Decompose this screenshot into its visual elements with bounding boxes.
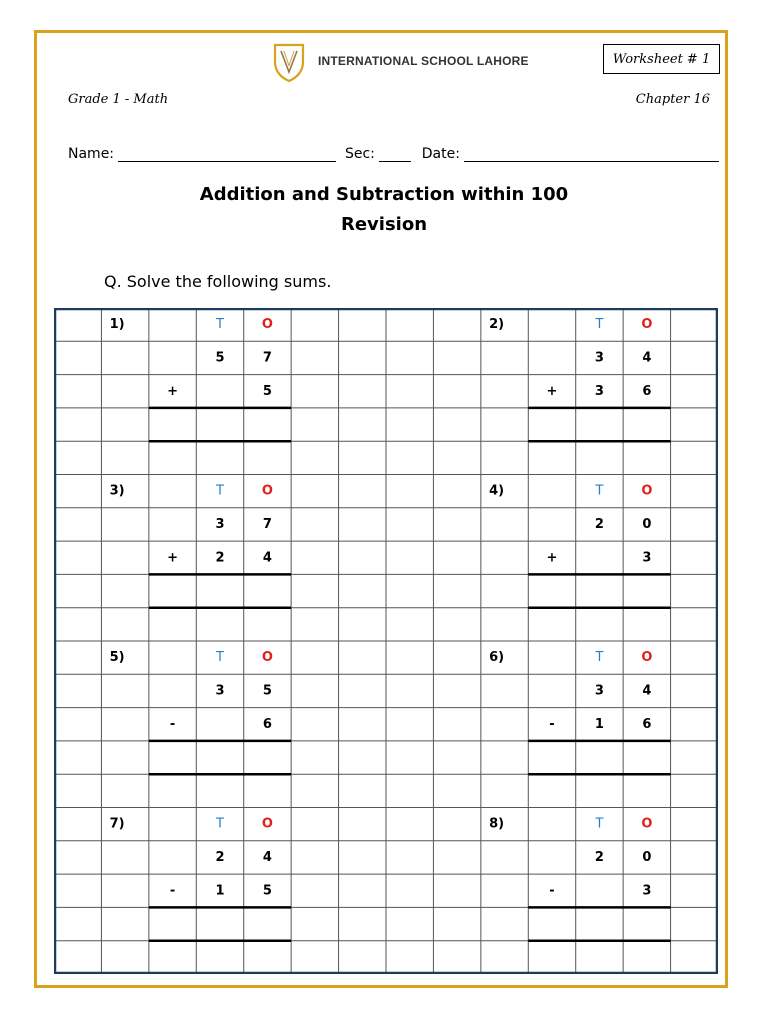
- tens-column-header: T: [595, 816, 604, 832]
- problem-number: 8): [489, 816, 505, 832]
- addend-ones-digit: 4: [642, 683, 652, 699]
- ones-column-header: O: [261, 816, 273, 832]
- tens-column-header: T: [595, 650, 604, 666]
- school-name: INTERNATIONAL SCHOOL LAHORE: [318, 54, 529, 68]
- problem-number: 1): [109, 317, 125, 333]
- answer-cell[interactable]: [197, 743, 242, 772]
- addend-tens-digit: 5: [215, 350, 225, 366]
- worksheet-subtitle: Revision: [340, 214, 428, 235]
- second-number-tens-digit: 1: [215, 883, 225, 899]
- operator-sign: +: [167, 550, 179, 566]
- answer-cell[interactable]: [245, 909, 290, 938]
- answer-cell[interactable]: [529, 909, 574, 938]
- answer-cell[interactable]: [150, 576, 195, 605]
- tens-column-header: T: [216, 317, 224, 333]
- addend-tens-digit: 3: [215, 683, 225, 699]
- addend-ones-digit: 7: [262, 350, 272, 366]
- second-number-tens-digit: 1: [594, 716, 604, 732]
- section-field[interactable]: [379, 147, 411, 162]
- second-number-ones-digit: 3: [642, 550, 652, 566]
- answer-cell[interactable]: [624, 909, 669, 938]
- answer-cell[interactable]: [577, 410, 622, 439]
- student-info-line: [68, 146, 719, 162]
- answer-cell[interactable]: [529, 410, 574, 439]
- problem-number: 3): [109, 483, 125, 499]
- date-label: Date:: [421, 146, 460, 162]
- ones-column-header: O: [261, 650, 273, 666]
- problem-number: 2): [489, 317, 505, 333]
- tens-column-header: T: [595, 483, 604, 499]
- second-number-ones-digit: 3: [642, 883, 652, 899]
- problem-number: 5): [109, 650, 125, 666]
- addend-ones-digit: 7: [262, 516, 272, 532]
- answer-cell[interactable]: [197, 576, 242, 605]
- ones-column-header: O: [641, 816, 653, 832]
- operator-sign: -: [169, 883, 176, 899]
- name-label: Name:: [68, 146, 115, 162]
- grade-label: Grade 1 - Math: [68, 92, 169, 107]
- problem-number: 4): [489, 483, 505, 499]
- problem-number: 6): [489, 650, 505, 666]
- second-number-ones-digit: 5: [262, 383, 272, 399]
- second-number-ones-digit: 6: [642, 383, 652, 399]
- second-number-ones-digit: 5: [262, 883, 272, 899]
- operator-sign: +: [167, 383, 179, 399]
- answer-cell[interactable]: [577, 576, 622, 605]
- addend-tens-digit: 3: [594, 683, 604, 699]
- worksheet-title: Addition and Subtraction within 100: [199, 184, 569, 205]
- ones-column-header: O: [641, 317, 653, 333]
- operator-sign: +: [546, 550, 558, 566]
- worksheet-number: Worksheet # 1: [612, 51, 711, 67]
- addend-ones-digit: 4: [642, 350, 652, 366]
- answer-cell[interactable]: [624, 743, 669, 772]
- second-number-ones-digit: 6: [262, 716, 272, 732]
- addend-tens-digit: 2: [594, 849, 604, 865]
- answer-cell[interactable]: [624, 576, 669, 605]
- answer-cell[interactable]: [197, 410, 242, 439]
- operator-sign: -: [169, 716, 176, 732]
- answer-cell[interactable]: [529, 576, 574, 605]
- addend-tens-digit: 3: [594, 350, 604, 366]
- addend-ones-digit: 4: [262, 849, 272, 865]
- name-field[interactable]: [118, 147, 336, 162]
- ones-column-header: O: [641, 650, 653, 666]
- addend-ones-digit: 0: [642, 849, 652, 865]
- answer-cell[interactable]: [624, 410, 669, 439]
- addend-tens-digit: 2: [594, 516, 604, 532]
- worksheet-grid: [54, 308, 718, 974]
- answer-cell[interactable]: [150, 410, 195, 439]
- chapter-label: Chapter 16: [635, 92, 710, 107]
- answer-cell[interactable]: [197, 909, 242, 938]
- answer-cell[interactable]: [577, 909, 622, 938]
- school-logo-icon: [272, 42, 306, 82]
- answer-cell[interactable]: [245, 576, 290, 605]
- addend-ones-digit: 0: [642, 516, 652, 532]
- ones-column-header: O: [261, 483, 273, 499]
- addend-tens-digit: 2: [215, 849, 225, 865]
- answer-cell[interactable]: [529, 743, 574, 772]
- tens-column-header: T: [595, 317, 604, 333]
- second-number-tens-digit: 3: [594, 383, 604, 399]
- question-instruction: Q. Solve the following sums.: [104, 272, 332, 291]
- tens-column-header: T: [216, 650, 224, 666]
- ones-column-header: O: [261, 317, 273, 333]
- operator-sign: -: [549, 716, 555, 732]
- tens-column-header: T: [216, 483, 224, 499]
- second-number-ones-digit: 6: [642, 716, 652, 732]
- tens-column-header: T: [216, 816, 224, 832]
- second-number-tens-digit: 2: [215, 550, 225, 566]
- answer-cell[interactable]: [245, 410, 290, 439]
- operator-sign: +: [546, 383, 558, 399]
- operator-sign: -: [549, 883, 555, 899]
- date-field[interactable]: [464, 147, 719, 162]
- answer-cell[interactable]: [150, 743, 195, 772]
- sec-label: Sec:: [344, 146, 375, 162]
- addend-ones-digit: 5: [262, 683, 272, 699]
- answer-cell[interactable]: [245, 743, 290, 772]
- answer-cell[interactable]: [577, 743, 622, 772]
- answer-cell[interactable]: [150, 909, 195, 938]
- worksheet-number-box: [603, 44, 720, 74]
- ones-column-header: O: [641, 483, 653, 499]
- problem-number: 7): [109, 816, 125, 832]
- second-number-ones-digit: 4: [262, 550, 272, 566]
- addend-tens-digit: 3: [215, 516, 225, 532]
